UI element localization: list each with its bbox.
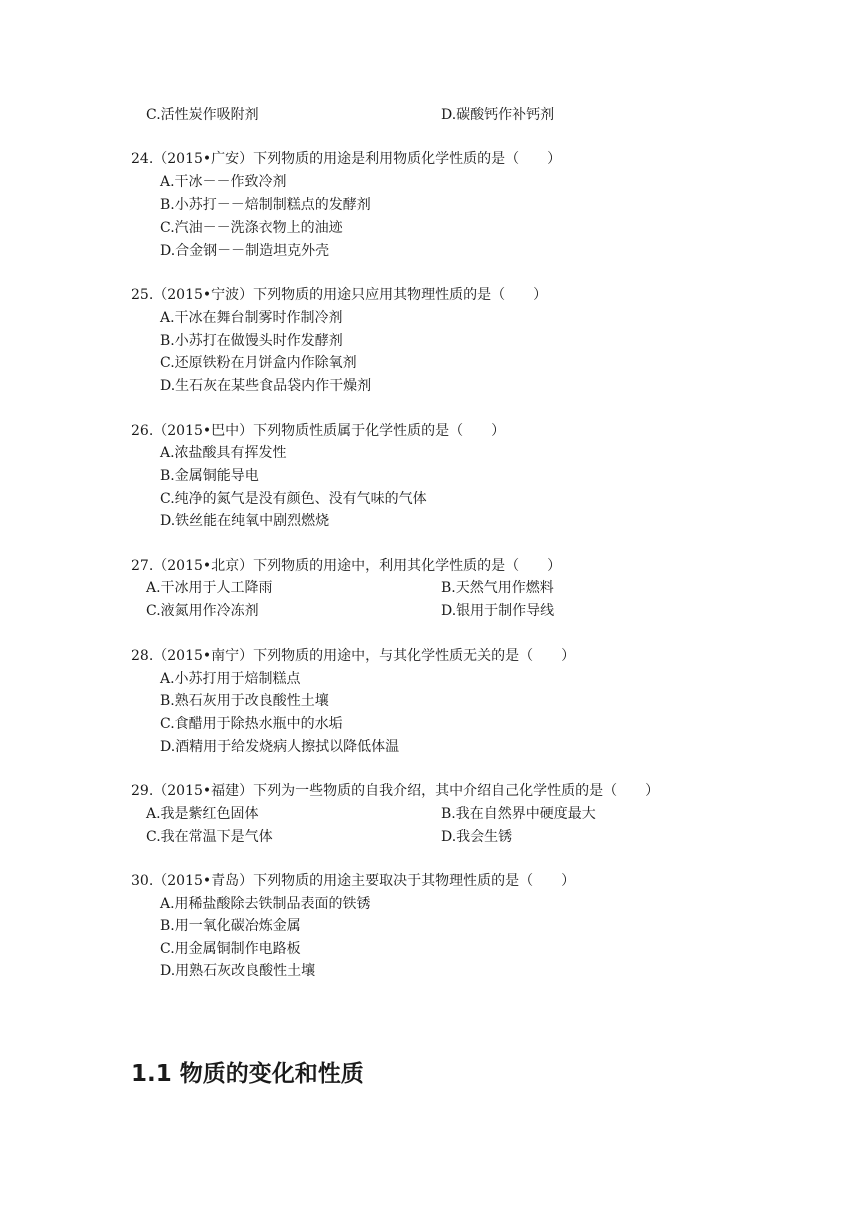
q27-option-a: A.干冰用于人工降雨 <box>146 580 273 596</box>
q24-option-a: A.干冰－－作致冷剂 <box>160 174 287 190</box>
q30-stem: 30.（2015•青岛）下列物质的用途主要取决于其物理性质的是（ ） <box>131 873 576 889</box>
q29-option-a: A.我是紫红色固体 <box>146 806 259 822</box>
q28-stem: 28.（2015•南宁）下列物质的用途中，与其化学性质无关的是（ ） <box>131 648 576 664</box>
q25-option-c: C.还原铁粉在月饼盒内作除氧剂 <box>160 355 357 371</box>
q24-stem: 24.（2015•广安）下列物质的用途是利用物质化学性质的是（ ） <box>131 151 562 167</box>
q30-option-a: A.用稀盐酸除去铁制品表面的铁锈 <box>160 896 371 912</box>
q23-option-d: D.碳酸钙作补钙剂 <box>441 107 555 123</box>
q29-option-b: B.我在自然界中硬度最大 <box>441 806 596 822</box>
q27-stem: 27.（2015•北京）下列物质的用途中，利用其化学性质的是（ ） <box>131 558 562 574</box>
q24-option-d: D.合金钢－－制造坦克外壳 <box>160 243 330 259</box>
q26-option-d: D.铁丝能在纯氧中剧烈燃烧 <box>160 513 330 529</box>
q28-option-c: C.食醋用于除热水瓶中的水垢 <box>160 716 343 732</box>
q30-option-c: C.用金属铜制作电路板 <box>160 941 301 957</box>
q27-option-d: D.银用于制作导线 <box>441 603 555 619</box>
q26-option-c: C.纯净的氮气是没有颜色、没有气味的气体 <box>160 491 427 507</box>
q25-option-d: D.生石灰在某些食品袋内作干燥剂 <box>160 378 372 394</box>
q27-option-b: B.天然气用作燃料 <box>441 580 554 596</box>
q28-option-d: D.酒精用于给发烧病人擦拭以降低体温 <box>160 739 400 755</box>
q27-option-c: C.液氮用作冷冻剂 <box>146 603 259 619</box>
q24-option-b: B.小苏打－－焙制制糕点的发酵剂 <box>160 197 371 213</box>
q30-option-b: B.用一氧化碳冶炼金属 <box>160 918 301 934</box>
q25-option-b: B.小苏打在做馒头时作发酵剂 <box>160 333 343 349</box>
q25-stem: 25.（2015•宁波）下列物质的用途只应用其物理性质的是（ ） <box>131 287 548 303</box>
q28-option-a: A.小苏打用于焙制糕点 <box>160 671 301 687</box>
q25-option-a: A.干冰在舞台制雾时作制冷剂 <box>160 310 343 326</box>
q29-option-c: C.我在常温下是气体 <box>146 829 273 845</box>
q29-stem: 29.（2015•福建）下列为一些物质的自我介绍，其中介绍自己化学性质的是（ ） <box>131 783 660 799</box>
q23-option-c: C.活性炭作吸附剂 <box>146 107 259 123</box>
q29-option-d: D.我会生锈 <box>441 829 513 845</box>
section-heading: 1.1 物质的变化和性质 <box>131 1061 364 1087</box>
q26-option-a: A.浓盐酸具有挥发性 <box>160 445 287 461</box>
q30-option-d: D.用熟石灰改良酸性土壤 <box>160 963 316 979</box>
q28-option-b: B.熟石灰用于改良酸性土壤 <box>160 693 329 709</box>
q26-option-b: B.金属铜能导电 <box>160 468 259 484</box>
q26-stem: 26.（2015•巴中）下列物质性质属于化学性质的是（ ） <box>131 423 506 439</box>
q24-option-c: C.汽油－－洗涤衣物上的油迹 <box>160 220 343 236</box>
